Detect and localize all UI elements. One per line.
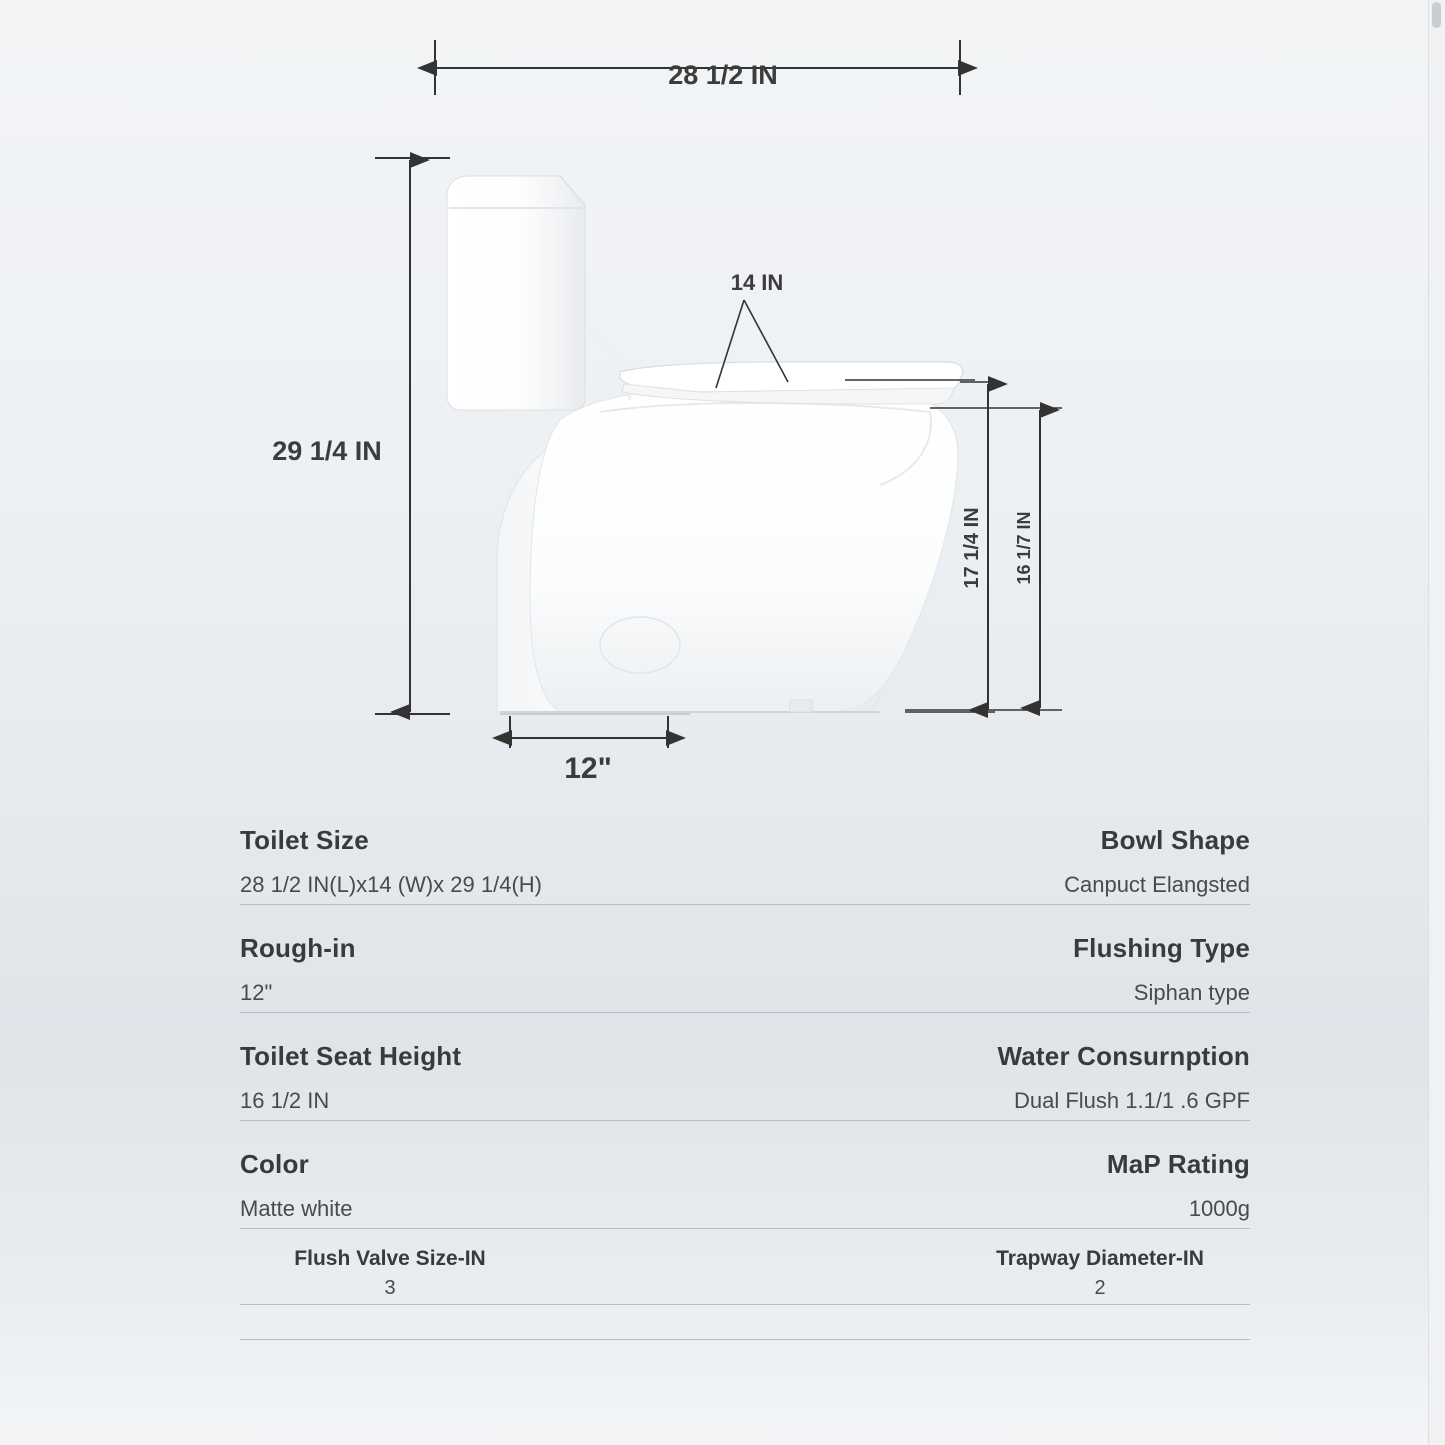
- spec-title-rough-in: Rough-in: [240, 933, 356, 963]
- spec-value-flushing-type: Siphan type: [1133, 980, 1250, 1005]
- dim-width-top-label: 28 1/2 IN: [668, 60, 778, 90]
- spec-left: [240, 825, 542, 898]
- dimension-rough-in: [510, 716, 668, 785]
- spec-title-color: Color: [240, 1149, 309, 1179]
- spec-left: [240, 1041, 461, 1114]
- dim-rough-in-label: 12": [564, 752, 612, 785]
- spec-left: [240, 933, 356, 1006]
- spec-right: [997, 1041, 1250, 1114]
- dimension-height-left: [272, 158, 450, 714]
- spec-title-seat-height: Toilet Seat Height: [240, 1041, 462, 1071]
- dim-bowl-height-inner-label: 17 1/4 IN: [961, 507, 983, 589]
- spec-right: [1073, 933, 1250, 1006]
- spec-value-toilet-size: 28 1/2 IN(L)x14 (W)x 29 1/4(H): [240, 872, 542, 897]
- spec-row-valve-trapway: [240, 1247, 1250, 1305]
- spec-table: [240, 825, 1250, 1340]
- spec-bottom-divider: [240, 1305, 1250, 1340]
- spec-value-rough-in: 12": [240, 980, 273, 1005]
- dim-height-left-label: 29 1/4 IN: [272, 436, 382, 466]
- spec-title-trapway-diameter: Trapway Diameter-IN: [996, 1247, 1204, 1270]
- spec-value-flush-valve-size: 3: [384, 1277, 396, 1299]
- spec-row-color: [240, 1149, 1250, 1229]
- spec-title-map-rating: MaP Rating: [1106, 1149, 1250, 1179]
- dimension-width-top: [435, 40, 960, 95]
- spec-row-seat-height: [240, 1041, 1250, 1121]
- spec-title-toilet-size: Toilet Size: [240, 825, 369, 855]
- spec-value-map-rating: 1000g: [1188, 1196, 1250, 1221]
- spec-value-color: Matte white: [240, 1196, 353, 1221]
- spec-title-flush-valve-size: Flush Valve Size-IN: [294, 1247, 486, 1270]
- spec-right: [1107, 1149, 1250, 1222]
- spec-left: [240, 1149, 353, 1222]
- spec-title-bowl-shape: Bowl Shape: [1100, 825, 1250, 855]
- page-scrollbar[interactable]: [1428, 0, 1445, 1445]
- toilet-illustration: [447, 176, 963, 714]
- spec-right: [1064, 825, 1250, 898]
- spec-right: [950, 1247, 1250, 1300]
- spec-title-flushing-type: Flushing Type: [1073, 933, 1250, 963]
- spec-title-water-consumption: Water Consurnption: [997, 1041, 1250, 1071]
- spec-row-toilet-size: [240, 825, 1250, 905]
- spec-left: [240, 1247, 540, 1300]
- spec-value-trapway-diameter: 2: [1094, 1277, 1106, 1299]
- spec-value-bowl-shape: Canpuct Elangsted: [1064, 872, 1250, 897]
- scrollbar-thumb[interactable]: [1432, 2, 1441, 28]
- spec-value-seat-height: 16 1/2 IN: [240, 1088, 330, 1113]
- dim-seat-width-label: 14 IN: [730, 270, 784, 295]
- spec-value-water-consumption: Dual Flush 1.1/1 .6 GPF: [1014, 1088, 1250, 1113]
- dim-bowl-height-outer-label: 16 1/7 IN: [1014, 511, 1034, 585]
- spec-row-rough-in: [240, 933, 1250, 1013]
